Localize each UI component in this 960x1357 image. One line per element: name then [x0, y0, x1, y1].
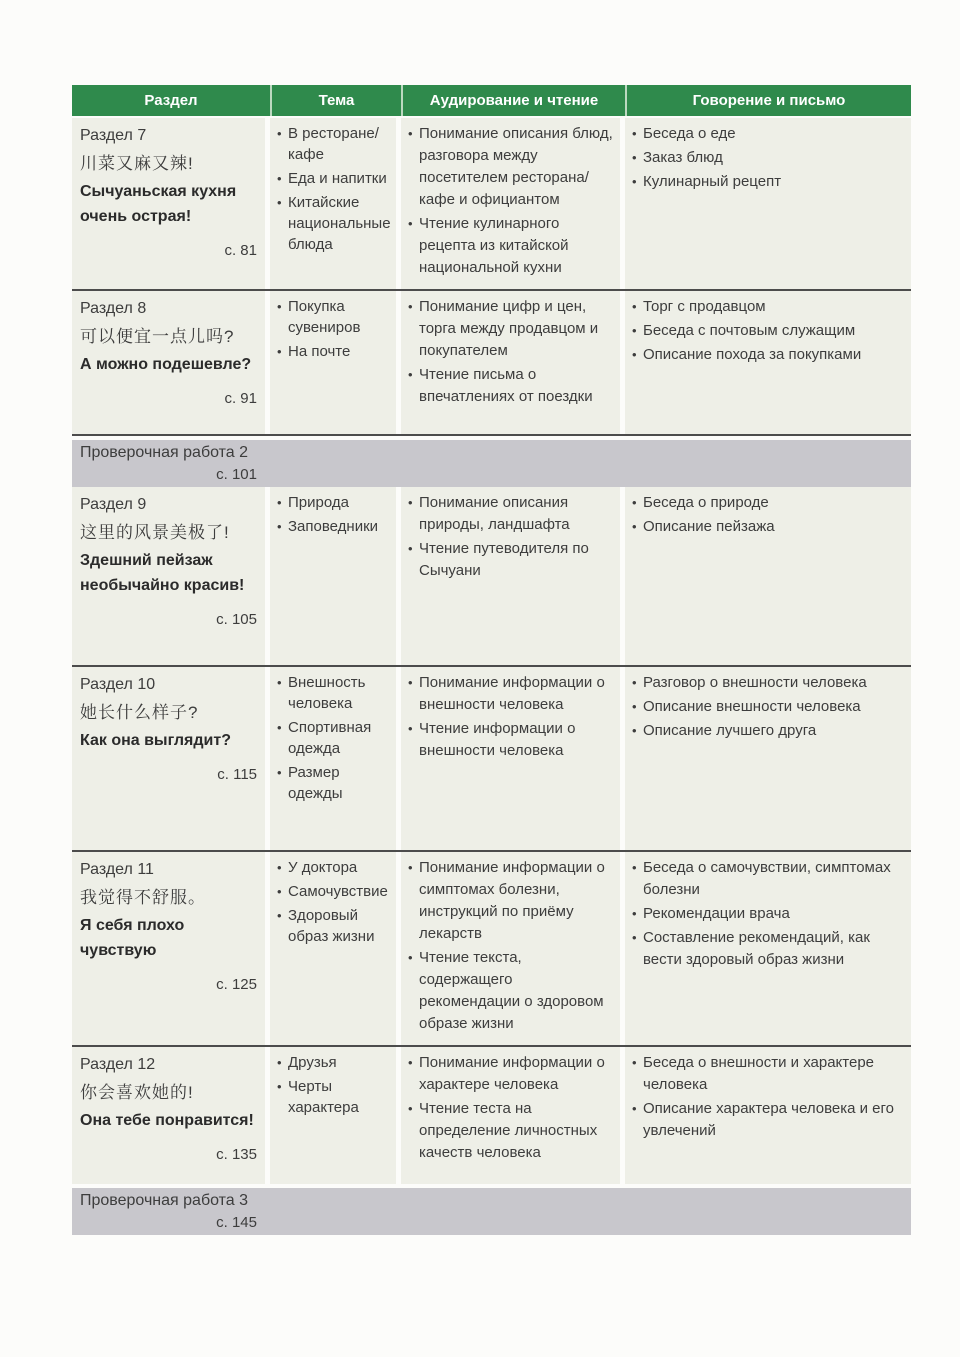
topic-items-cell: [270, 852, 396, 1045]
topic-item: [277, 516, 390, 537]
speaking-writing-item-text: Рекомендации врача: [643, 905, 790, 922]
section-page-ref: с. 81: [224, 242, 257, 259]
test-label: Проверочная работа 2: [80, 444, 249, 461]
listening-reading-item-text: Чтение теста на определение личностных качеств человека: [419, 1100, 598, 1161]
listening-reading-item: [408, 1098, 614, 1164]
listening-reading-item-text: Понимание информации о характере человека: [419, 1054, 605, 1093]
bullet-icon: •: [408, 721, 413, 736]
header-col-speaking-writing: Говорение и письмо: [625, 85, 911, 116]
bullet-icon: •: [277, 495, 282, 510]
section-russian-title: Как она выглядит?: [80, 732, 231, 749]
section-number: Раздел 12: [80, 1056, 156, 1073]
speaking-writing-item-text: Кулинарный рецепт: [643, 173, 782, 190]
speaking-writing-item-text: Описание характера человека и его увлечений: [643, 1100, 895, 1139]
bullet-icon: •: [277, 195, 282, 210]
topic-item: [277, 1076, 390, 1118]
listening-reading-item: [408, 718, 614, 762]
speaking-writing-items-cell: [625, 487, 911, 665]
listening-reading-item: [408, 213, 614, 279]
topic-item-text: Черты характера: [288, 1078, 359, 1116]
topic-items-cell: [270, 118, 396, 289]
bullet-icon: •: [277, 675, 282, 690]
test-row-inner: [72, 1190, 265, 1233]
bullet-icon: •: [632, 723, 637, 738]
topic-item: [277, 717, 390, 759]
table-row: [72, 852, 911, 1047]
topic-item: [277, 905, 390, 947]
topic-item: [277, 672, 390, 714]
section-russian-title: А можно подешевле?: [80, 356, 252, 373]
topic-item: [277, 1052, 390, 1073]
bullet-icon: •: [408, 950, 413, 965]
speaking-writing-items-cell: [625, 118, 911, 289]
topic-item-text: Заповедники: [288, 518, 379, 535]
bullet-icon: •: [277, 1079, 282, 1094]
topic-items-cell: [270, 667, 396, 850]
bullet-icon: •: [408, 541, 413, 556]
header-col-topic: Тема: [270, 85, 401, 116]
test-label: Проверочная работа 3: [80, 1192, 249, 1209]
listening-reading-item: [408, 364, 614, 408]
section-russian-title: Она тебе понравится!: [80, 1112, 254, 1129]
listening-reading-item-text: Чтение информации о внешности человека: [419, 720, 576, 759]
header-col-section: Раздел: [144, 92, 198, 109]
topic-item-text: Внешность человека: [288, 674, 366, 712]
section-number: Раздел 11: [80, 861, 154, 878]
speaking-writing-items-cell: [625, 852, 911, 1045]
topic-items-cell: [270, 487, 396, 665]
topic-item-text: Размер одежды: [288, 764, 343, 802]
listening-reading-item: [408, 492, 614, 536]
listening-reading-items-cell: [401, 1047, 620, 1184]
speaking-writing-item-text: Беседа о внешности и характере человека: [643, 1054, 875, 1093]
listening-reading-items-cell: [401, 291, 620, 434]
speaking-writing-items-cell: [625, 1047, 911, 1184]
listening-reading-item-text: Понимание описания природы, ландшафта: [419, 494, 570, 533]
topic-item-text: Еда и напитки: [288, 170, 387, 187]
section-chinese-title: 我觉得不舒服。: [80, 888, 206, 907]
speaking-writing-item: [632, 696, 905, 718]
bullet-icon: •: [277, 860, 282, 875]
topic-item-text: У доктора: [288, 859, 358, 876]
listening-reading-item-text: Понимание информации о симптомах болезни, инструкций по приёму лекарств: [419, 859, 605, 942]
bullet-icon: •: [277, 344, 282, 359]
topic-item: [277, 192, 390, 255]
listening-reading-item-text: Чтение путеводителя по Сычуани: [419, 540, 589, 579]
section-cell: [72, 852, 265, 1045]
bullet-icon: •: [277, 720, 282, 735]
test-row: [72, 440, 911, 487]
bullet-icon: •: [408, 367, 413, 382]
bullet-icon: •: [632, 126, 637, 141]
bullet-icon: •: [632, 906, 637, 921]
speaking-writing-items-cell: [625, 291, 911, 434]
bullet-icon: •: [277, 171, 282, 186]
bullet-icon: •: [277, 765, 282, 780]
speaking-writing-item-text: Беседа с почтовым служащим: [643, 322, 856, 339]
bullet-icon: •: [632, 1101, 637, 1116]
bullet-icon: •: [277, 1055, 282, 1070]
listening-reading-items-cell: [401, 667, 620, 850]
topic-item-text: На почте: [288, 343, 351, 360]
bullet-icon: •: [632, 1055, 637, 1070]
speaking-writing-item: [632, 123, 905, 145]
speaking-writing-item-text: Описание похода за покупками: [643, 346, 862, 363]
speaking-writing-item: [632, 903, 905, 925]
speaking-writing-item: [632, 171, 905, 193]
bullet-icon: •: [277, 126, 282, 141]
topic-item-text: Самочувствие: [288, 883, 388, 900]
speaking-writing-item-text: Составление рекомендаций, как вести здоровый образ жизни: [643, 929, 870, 968]
listening-reading-item: [408, 538, 614, 582]
section-chinese-title: 你会喜欢她的!: [80, 1083, 194, 1102]
topic-item: [277, 857, 390, 878]
section-russian-title: Сычуаньская кухня: [80, 183, 237, 200]
section-page-ref: с. 91: [224, 390, 257, 407]
listening-reading-item-text: Понимание цифр и цен, торга между продавцом и покупателем: [419, 298, 599, 359]
topic-item: [277, 341, 390, 362]
bullet-icon: •: [277, 299, 282, 314]
bullet-icon: •: [408, 495, 413, 510]
speaking-writing-item-text: Беседа о еде: [643, 125, 736, 142]
bullet-icon: •: [408, 675, 413, 690]
speaking-writing-item: [632, 516, 905, 538]
topic-item-text: Друзья: [288, 1054, 337, 1071]
speaking-writing-item: [632, 927, 905, 971]
section-page-ref: с. 125: [216, 976, 257, 993]
table-row: [72, 1047, 911, 1184]
section-russian-title: очень острая!: [80, 208, 192, 225]
speaking-writing-items-cell: [625, 667, 911, 850]
speaking-writing-item: [632, 492, 905, 514]
section-number: Раздел 8: [80, 300, 147, 317]
section-cell: [72, 118, 265, 289]
test-row-inner: [72, 442, 265, 485]
bullet-icon: •: [632, 323, 637, 338]
section-chinese-title: 可以便宜一点儿吗?: [80, 327, 235, 346]
listening-reading-item-text: Понимание информации о внешности человека: [419, 674, 605, 713]
speaking-writing-item: [632, 344, 905, 366]
bullet-icon: •: [408, 126, 413, 141]
section-chinese-title: 她长什么样子?: [80, 703, 199, 722]
table-body: [72, 118, 911, 1235]
bullet-icon: •: [408, 299, 413, 314]
speaking-writing-item-text: Описание внешности человека: [643, 698, 861, 715]
topic-item-text: Природа: [288, 494, 349, 511]
listening-reading-item-text: Чтение кулинарного рецепта из китайской национальной кухни: [419, 215, 569, 276]
test-page-ref: с. 145: [216, 1214, 257, 1231]
bullet-icon: •: [632, 299, 637, 314]
listening-reading-item: [408, 947, 614, 1035]
bullet-icon: •: [632, 347, 637, 362]
bullet-icon: •: [632, 519, 637, 534]
listening-reading-item-text: Понимание описания блюд, разговора между посетителем ресторана/кафе и официантом: [419, 125, 613, 208]
bullet-icon: •: [632, 495, 637, 510]
topic-item-text: Здоровый образ жизни: [288, 907, 375, 945]
section-russian-title: Я себя плохо чувствую: [80, 917, 185, 959]
bullet-icon: •: [408, 1055, 413, 1070]
test-page-ref: с. 101: [216, 466, 257, 483]
section-cell: [72, 667, 265, 850]
speaking-writing-item: [632, 1052, 905, 1096]
bullet-icon: •: [632, 174, 637, 189]
bullet-icon: •: [277, 884, 282, 899]
section-number: Раздел 9: [80, 496, 147, 513]
section-cell: [72, 487, 265, 665]
bullet-icon: •: [632, 699, 637, 714]
section-chinese-title: 川菜又麻又辣!: [80, 154, 194, 173]
speaking-writing-item-text: Описание пейзажа: [643, 518, 775, 535]
speaking-writing-item-text: Беседа о природе: [643, 494, 769, 511]
listening-reading-item-text: Чтение текста, содержащего рекомендации о здоровом образе жизни: [419, 949, 604, 1032]
section-number: Раздел 10: [80, 676, 156, 693]
topic-item: [277, 492, 390, 513]
bullet-icon: •: [632, 675, 637, 690]
speaking-writing-item: [632, 296, 905, 318]
topic-items-cell: [270, 1047, 396, 1184]
topic-item: [277, 123, 390, 165]
topic-items-cell: [270, 291, 396, 434]
listening-reading-items-cell: [401, 852, 620, 1045]
section-russian-title: необычайно красив!: [80, 577, 245, 594]
section-cell: [72, 291, 265, 434]
listening-reading-items-cell: [401, 487, 620, 665]
table-row: [72, 118, 911, 291]
topic-item: [277, 168, 390, 189]
bullet-icon: •: [277, 519, 282, 534]
listening-reading-item: [408, 296, 614, 362]
speaking-writing-item: [632, 672, 905, 694]
bullet-icon: •: [408, 1101, 413, 1116]
bullet-icon: •: [632, 860, 637, 875]
test-row: [72, 1188, 911, 1235]
speaking-writing-item-text: Заказ блюд: [643, 149, 723, 166]
speaking-writing-item: [632, 1098, 905, 1142]
listening-reading-item: [408, 1052, 614, 1096]
section-chinese-title: 这里的风景美极了!: [80, 523, 230, 542]
listening-reading-items-cell: [401, 118, 620, 289]
section-number: Раздел 7: [80, 127, 147, 144]
listening-reading-item: [408, 672, 614, 716]
bullet-icon: •: [408, 216, 413, 231]
table-header-row: [72, 85, 911, 116]
toc-table: [72, 85, 911, 1235]
topic-item: [277, 296, 390, 338]
bullet-icon: •: [632, 930, 637, 945]
speaking-writing-item: [632, 857, 905, 901]
header-col-listening-reading: Аудирование и чтение: [401, 85, 625, 116]
topic-item-text: В ресторане/кафе: [288, 125, 379, 163]
speaking-writing-item: [632, 720, 905, 742]
listening-reading-item-text: Чтение письма о впечатлениях от поездки: [419, 366, 593, 405]
listening-reading-item: [408, 857, 614, 945]
speaking-writing-item-text: Беседа о самочувствии, симптомах болезни: [643, 859, 891, 898]
speaking-writing-item-text: Разговор о внешности человека: [643, 674, 867, 691]
topic-item-text: Китайские национальные блюда: [288, 194, 391, 253]
topic-item-text: Покупка сувениров: [288, 298, 361, 336]
section-cell: [72, 1047, 265, 1184]
section-russian-title: Здешний пейзаж: [80, 552, 213, 569]
table-row: [72, 291, 911, 436]
speaking-writing-item-text: Описание лучшего друга: [643, 722, 817, 739]
speaking-writing-item: [632, 147, 905, 169]
table-row: [72, 487, 911, 667]
section-page-ref: с. 105: [216, 611, 257, 628]
bullet-icon: •: [277, 908, 282, 923]
section-page-ref: с. 135: [216, 1146, 257, 1163]
listening-reading-item: [408, 123, 614, 211]
topic-item: [277, 881, 390, 902]
topic-item: [277, 762, 390, 804]
table-row: [72, 667, 911, 852]
bullet-icon: •: [408, 860, 413, 875]
section-page-ref: с. 115: [217, 766, 257, 783]
speaking-writing-item: [632, 320, 905, 342]
topic-item-text: Спортивная одежда: [288, 719, 372, 757]
bullet-icon: •: [632, 150, 637, 165]
speaking-writing-item-text: Торг с продавцом: [643, 298, 766, 315]
